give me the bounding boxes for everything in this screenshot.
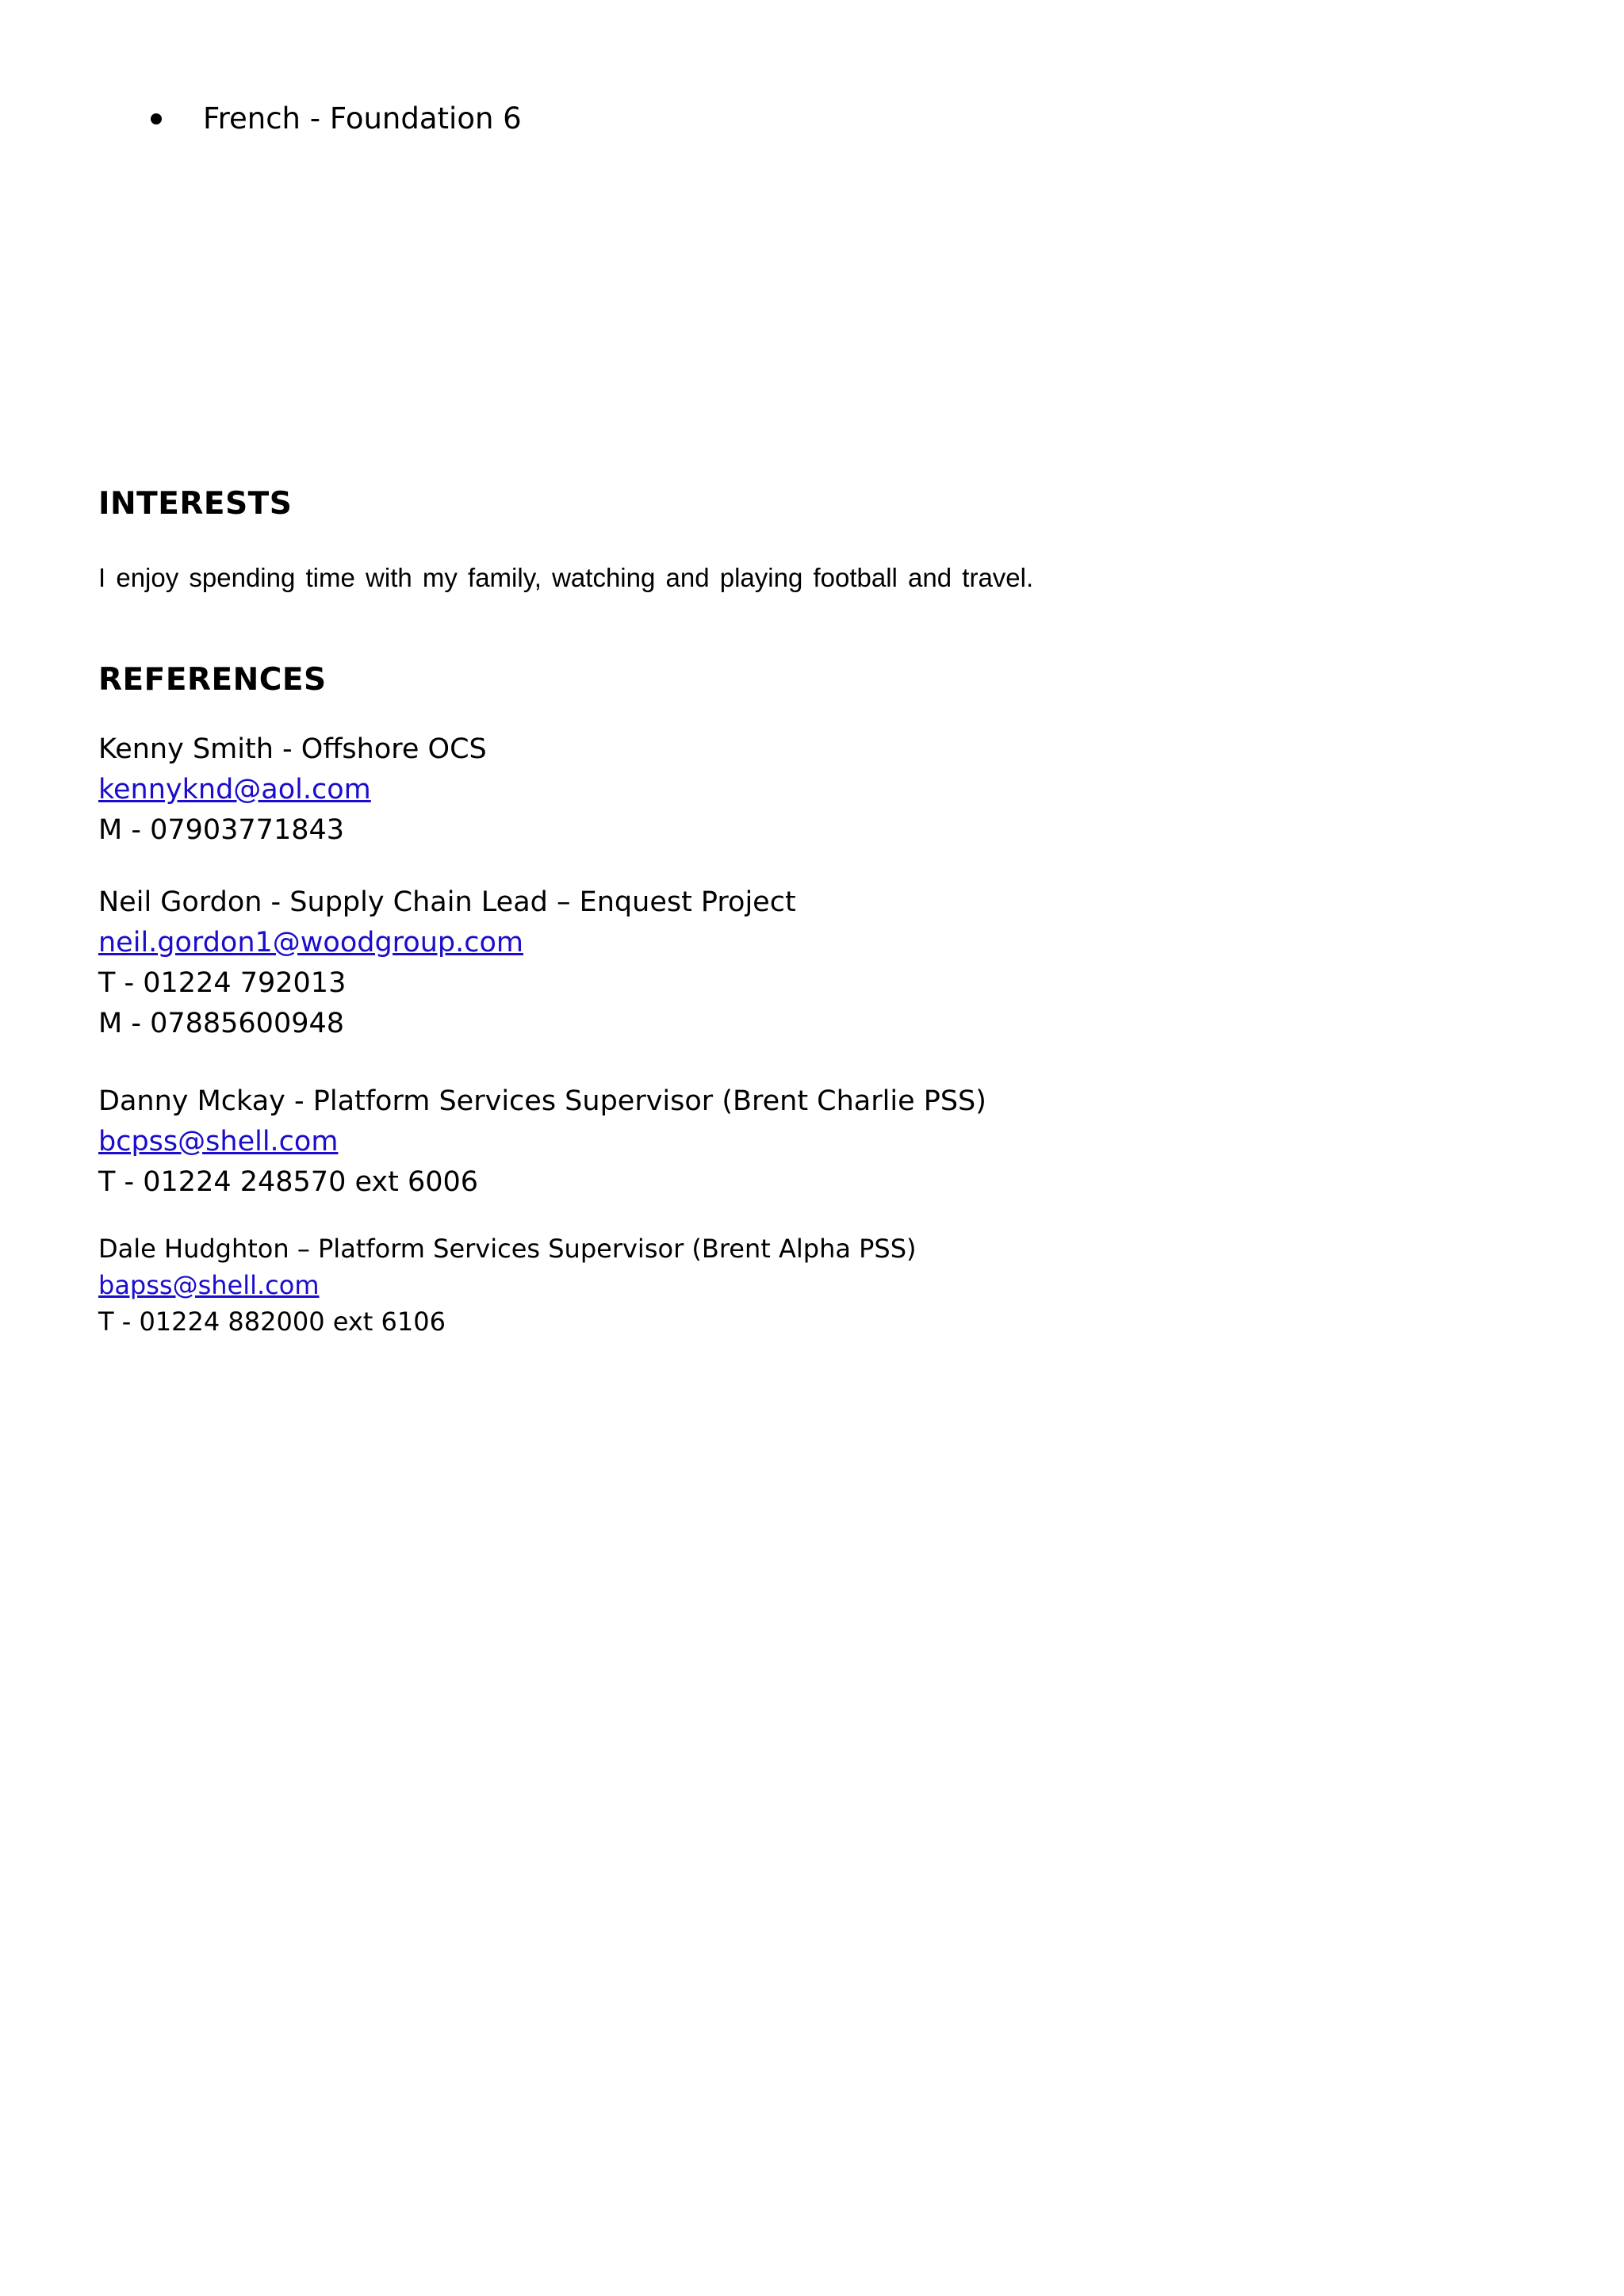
reference-email-link[interactable]: neil.gordon1@woodgroup.com [98,927,523,959]
languages-list [151,95,522,143]
interests-heading: INTERESTS [98,486,293,522]
reference-kenny-smith [98,729,487,851]
reference-title: Danny Mckay - Platform Services Supervisor (Brent Charlie PSS) [98,1085,986,1117]
reference-title: Dale Hudghton – Platform Services Supervisor (Brent Alpha PSS) [98,1234,917,1264]
reference-email-link[interactable]: kennyknd@aol.com [98,774,371,806]
reference-email-link[interactable]: bcpss@shell.com [98,1126,339,1158]
list-item [151,95,522,143]
reference-neil-gordon [98,882,796,1044]
reference-dale-hudghton [98,1230,917,1340]
reference-phone: T - 01224 882000 ext 6106 [98,1307,446,1337]
reference-title: Neil Gordon - Supply Chain Lead – Enquest Project [98,886,796,918]
reference-phone: T - 01224 248570 ext 6006 [98,1166,479,1198]
bullet-icon [151,113,162,124]
reference-danny-mckay [98,1081,986,1203]
reference-title: Kenny Smith - Offshore OCS [98,733,487,765]
reference-mobile: M - 07885600948 [98,1008,345,1039]
interests-text: I enjoy spending time with my family, watching and playing football and travel. [98,563,1034,592]
language-text: French - Foundation 6 [203,101,522,136]
reference-email-link[interactable]: bapss@shell.com [98,1270,320,1300]
reference-phone: T - 01224 792013 [98,967,347,999]
reference-phone: M - 07903771843 [98,814,345,846]
references-heading: REFERENCES [98,662,327,698]
